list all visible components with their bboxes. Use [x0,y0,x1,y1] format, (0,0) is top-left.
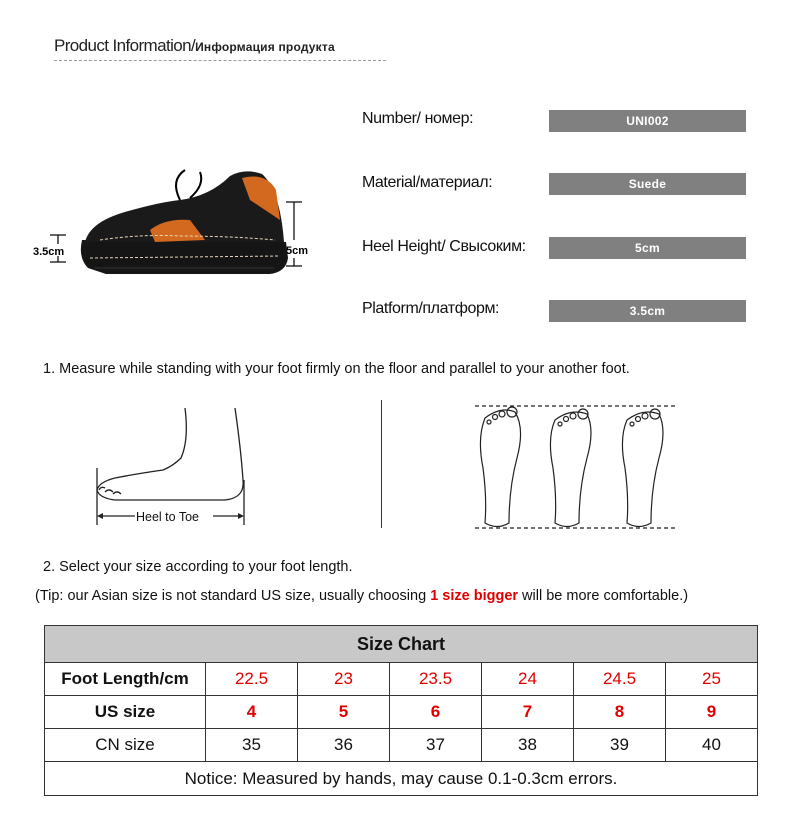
foot-length-cell: 24.5 [574,663,666,696]
us-size-cell: 9 [666,696,758,729]
title-english: Product Information/ [54,36,196,55]
platform-height-label: 3.5cm [33,246,65,258]
instruction-step-1: 1. Measure while standing with your foot firmly on the floor and parallel to your another foot. [43,361,630,377]
header-divider [54,60,386,61]
heel-to-toe-label: Heel to Toe [136,510,200,524]
us-size-cell: 5 [298,696,390,729]
cn-size-cell: 37 [390,729,482,762]
foot-length-cell: 25 [666,663,758,696]
row-label-foot-length: Foot Length/cm [45,663,206,696]
table-row-notice [45,762,758,796]
spec-value-material: Suede [549,173,746,195]
us-size-cell: 4 [206,696,298,729]
foot-length-cell: 23.5 [390,663,482,696]
us-size-cell: 6 [390,696,482,729]
size-tip [35,588,688,604]
row-label-cn-size: CN size [45,729,206,762]
foot-length-cell: 24 [482,663,574,696]
us-size-cell: 8 [574,696,666,729]
us-size-cell: 7 [482,696,574,729]
spec-value-platform: 3.5cm [549,300,746,322]
measurement-notice: Notice: Measured by hands, may cause 0.1-0.3cm errors. [45,762,758,796]
shoe-sole [81,240,288,274]
spec-label-heel-height: Heel Height/ Свысоким: [362,238,526,255]
tip-text-before: (Tip: our Asian size is not standard US size, usually choosing [35,588,431,604]
title-russian: Информация продукта [195,40,335,54]
table-row-cn-size [45,729,758,762]
foot-top-drawing [465,398,695,533]
shoe-laces [176,170,201,200]
vertical-divider [381,400,382,528]
spec-label-platform: Platform/платформ: [362,300,500,317]
table-row-us-size [45,696,758,729]
page-title [54,36,335,56]
cn-size-cell: 39 [574,729,666,762]
foot-side-drawing [85,400,260,535]
cn-size-cell: 40 [666,729,758,762]
heel-height-label: 5cm [286,245,309,257]
tip-highlight: 1 size bigger [430,588,519,604]
foot-length-cell: 23 [298,663,390,696]
spec-label-material: Material/материал: [362,174,493,191]
table-row-foot-length [45,663,758,696]
cn-size-cell: 36 [298,729,390,762]
cn-size-cell: 35 [206,729,298,762]
shoe-image [30,160,330,295]
tip-text-after: will be more comfortable.) [518,588,689,604]
platform-dimension-marker [33,235,66,262]
foot-length-cell: 22.5 [206,663,298,696]
cn-size-cell: 38 [482,729,574,762]
row-label-us-size: US size [45,696,206,729]
heel-dimension-marker [286,202,308,266]
spec-value-number: UNI002 [549,110,746,132]
size-chart-title: Size Chart [45,626,758,663]
size-chart-title-row [45,626,758,663]
spec-value-heel-height: 5cm [549,237,746,259]
spec-label-number: Number/ номер: [362,110,474,127]
instruction-step-2: 2. Select your size according to your foot length. [43,559,353,575]
size-chart-table [44,625,758,796]
